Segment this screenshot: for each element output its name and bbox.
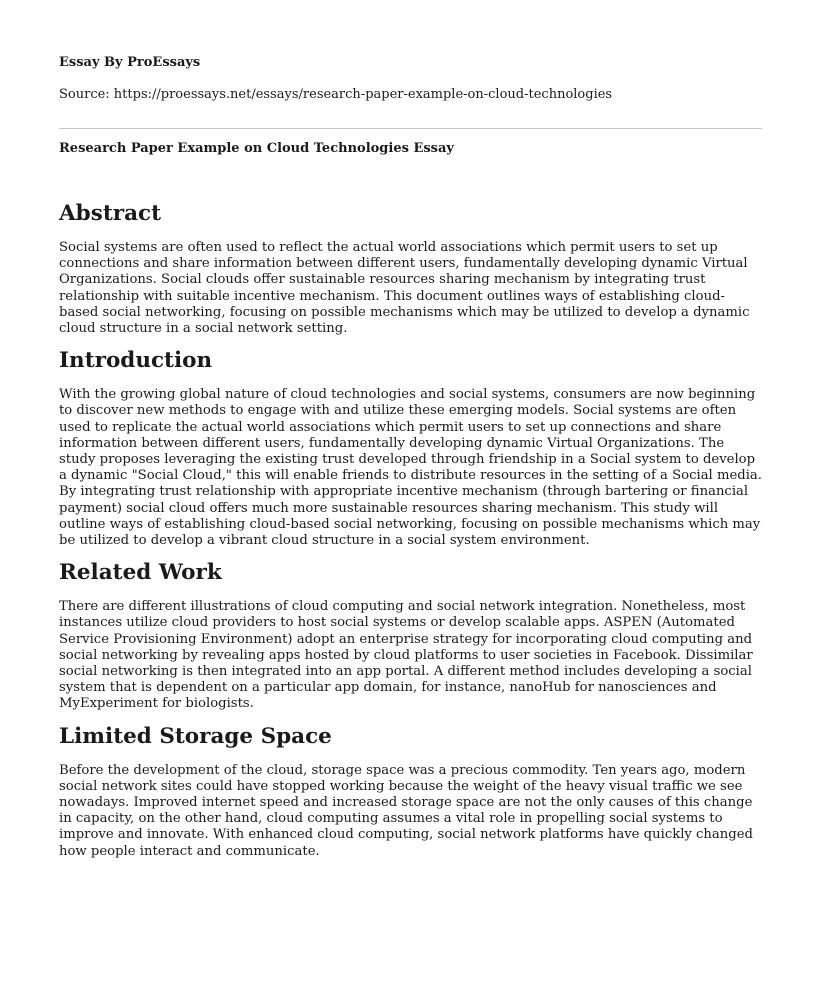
related-work-heading: Related Work	[59, 560, 222, 586]
abstract-heading: Abstract	[59, 201, 162, 226]
source-line: Source: https://proessays.net/essays/research-paper-example-on-cloud-technologies	[59, 87, 613, 102]
related-work-paragraph: There are different illustrations of cloud computing and social network integration. Nonetheless, most instances utilize cloud providers to host social systems or develop scalable apps. ASPEN (Automated Service Provisioning Environment) adopt an enterprise strategy for incorporating cloud computing and social networking by revealing apps hosted by cloud platforms to user societies in Facebook. Dissimilar social networking is then integrated into an app portal. A different method includes developing a social system that is dependent on a particular app domain, for instance, nanoHub for nanosciences and MyExperiment for biologists.	[59, 599, 753, 712]
limited-storage-paragraph: Before the development of the cloud, storage space was a precious commodity. Ten years ago, modern social network sites could have stopped working because the weight of the heavy visual traffic we see nowadays. Improved internet speed and increased storage space are not the only causes of this change in capacity, on the other hand, cloud computing assumes a vital role in propelling social systems to improve and innovate. With enhanced cloud computing, social network platforms have quickly changed how people interact and communicate.	[59, 762, 753, 859]
document-title: Research Paper Example on Cloud Technologies Essay	[59, 141, 454, 156]
introduction-section	[59, 347, 762, 549]
essay-body	[59, 200, 762, 870]
essay-byline: Essay By ProEssays	[59, 55, 201, 70]
abstract-section	[59, 200, 762, 337]
related-work-section	[59, 559, 762, 712]
header-divider	[59, 128, 762, 129]
abstract-paragraph: Social systems are often used to reflect the actual world associations which permit users to set up connections and share information between different users, fundamentally developing dynamic Virtual Organizations. Social clouds offer sustainable resources sharing mechanism by integrating trust relationship with suitable incentive mechanism. This document outlines ways of establishing cloud-based social networking, focusing on possible mechanisms which may be utilized to develop a dynamic cloud structure in a social network setting.	[59, 240, 750, 337]
limited-storage-heading: Limited Storage Space	[59, 723, 332, 749]
introduction-paragraph: With the growing global nature of cloud technologies and social systems, consumers are now beginning to discover new methods to engage with and utilize these emerging models. Social systems are often used to replicate the actual world associations which permit users to set up connections and share information between different users, fundamentally developing dynamic Virtual Organizations. The study proposes leveraging the existing trust developed through friendship in a Social system to develop a dynamic "Social Cloud," this will enable friends to distribute resources in the setting of a Social media. By integrating trust relationship with appropriate incentive mechanism (through bartering or financial payment) social cloud offers much more sustainable resources sharing mechanism. This study will outline ways of establishing cloud-based social networking, focusing on possible mechanisms which may be utilized to develop a vibrant cloud structure in a social system environment.	[59, 387, 762, 549]
limited-storage-section	[59, 723, 762, 860]
introduction-heading: Introduction	[59, 348, 213, 374]
